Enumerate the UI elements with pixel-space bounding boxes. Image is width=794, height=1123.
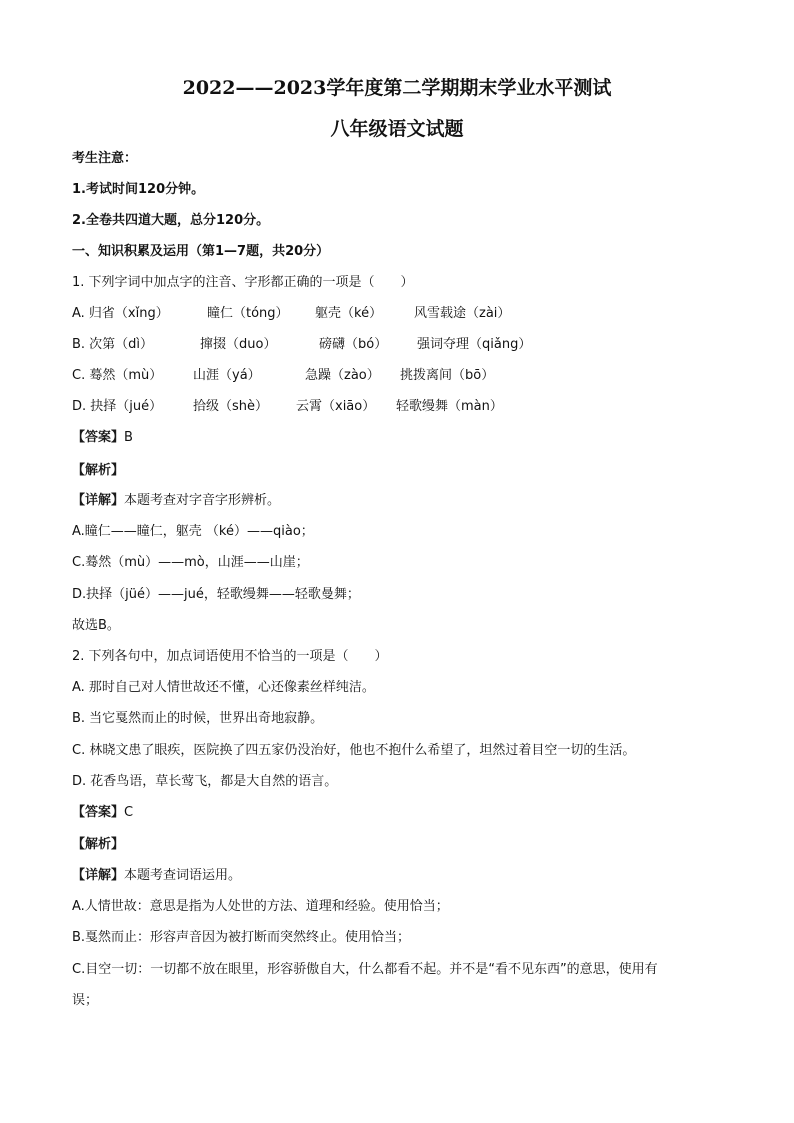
q2-explanation-c-cont: 误； (72, 993, 99, 1008)
answer-label: 【答案】 (72, 430, 125, 445)
question-1-stem: 1. 下列字词中加点字的注音、字形都正确的一项是（ ） (72, 275, 414, 290)
q1-option-b-word4: 强词夺理（qiǎng） (417, 337, 532, 352)
q1-option-d-word2: 拾级（shè） (193, 399, 269, 414)
q2-option-d: D. 花香鸟语，草长莺飞，都是大自然的语言。 (72, 774, 338, 789)
q2-analysis-label: 【解析】 (72, 837, 125, 852)
q1-option-b-word3: 磅礴（bó） (319, 337, 388, 352)
answer-label: 【答案】 (72, 805, 125, 820)
notice-heading: 考生注意： (72, 151, 138, 166)
q1-answer (72, 429, 133, 447)
q1-conclusion: 故选B。 (72, 618, 120, 633)
q1-option-b-label: B. 次第（dì） (72, 337, 154, 352)
q1-explanation-c: C.蓦然（mù）——mò，山涯——山崖； (72, 555, 309, 570)
question-2-stem: 2. 下列各句中，加点词语使用不恰当的一项是（ ） (72, 649, 388, 664)
q1-explanation-a: A.瞳仁——瞳仁，躯壳 （ké）——qiào； (72, 524, 314, 539)
q1-option-d-label: D. 抉择（jué） (72, 399, 163, 414)
q1-option-c-word2: 山涯（yá） (193, 368, 261, 383)
q1-option-c-word4: 挑拨离间（bō） (400, 368, 495, 383)
notice-item-2: 2.全卷共四道大题，总分120分。 (72, 213, 270, 228)
q1-analysis-label: 【解析】 (72, 463, 125, 478)
q1-option-a-word4: 风雪载途（zài） (414, 306, 511, 321)
exam-subtitle: 八年级语文试题 (330, 118, 464, 140)
detail-text: 本题考查词语运用。 (124, 868, 242, 883)
exam-title: 2022——2023学年度第二学期期末学业水平测试 (182, 77, 612, 99)
q1-detail (72, 492, 280, 510)
q2-option-a: A. 那时自己对人情世故还不懂，心还像素丝样纯洁。 (72, 680, 375, 695)
q2-answer (72, 804, 133, 822)
detail-text: 本题考查对字音字形辨析。 (124, 493, 281, 508)
answer-value: B (124, 430, 133, 445)
section-heading: 一、知识积累及运用（第1—7题，共20分） (72, 244, 330, 259)
q1-option-d-word4: 轻歌缦舞（màn） (396, 399, 503, 414)
q1-option-d-word3: 云霄（xiāo） (296, 399, 376, 414)
q1-option-c-word3: 急躁（zào） (305, 368, 380, 383)
q2-explanation-c: C.目空一切：一切都不放在眼里，形容骄傲自大，什么都看不起。并不是“看不见东西”的意思，使用有 (72, 962, 658, 977)
notice-item-1: 1.考试时间120分钟。 (72, 182, 205, 197)
q1-explanation-d: D.抉择（jüé）——jué，轻歌缦舞——轻歌曼舞； (72, 587, 360, 602)
q2-explanation-b: B.戛然而止：形容声音因为被打断而突然终止。使用恰当； (72, 930, 411, 945)
q1-option-a-word2: 瞳仁（tóng） (207, 306, 289, 321)
q1-option-c-label: C. 蓦然（mù） (72, 368, 163, 383)
q1-option-a-word3: 躯壳（ké） (315, 306, 383, 321)
answer-value: C (124, 805, 134, 820)
q2-detail (72, 867, 241, 885)
q1-option-a-label: A. 归省（xǐng） (72, 306, 169, 321)
q2-explanation-a: A.人情世故：意思是指为人处世的方法、道理和经验。使用恰当； (72, 899, 449, 914)
q2-option-c: C. 林晓文患了眼疾，医院换了四五家仍没治好，他也不抱什么希望了，坦然过着目空一切的生活。 (72, 743, 636, 758)
q2-option-b: B. 当它戛然而止的时候，世界出奇地寂静。 (72, 711, 324, 726)
detail-label: 【详解】 (72, 868, 125, 883)
detail-label: 【详解】 (72, 493, 125, 508)
q1-option-b-word2: 撺掇（duo） (200, 337, 277, 352)
